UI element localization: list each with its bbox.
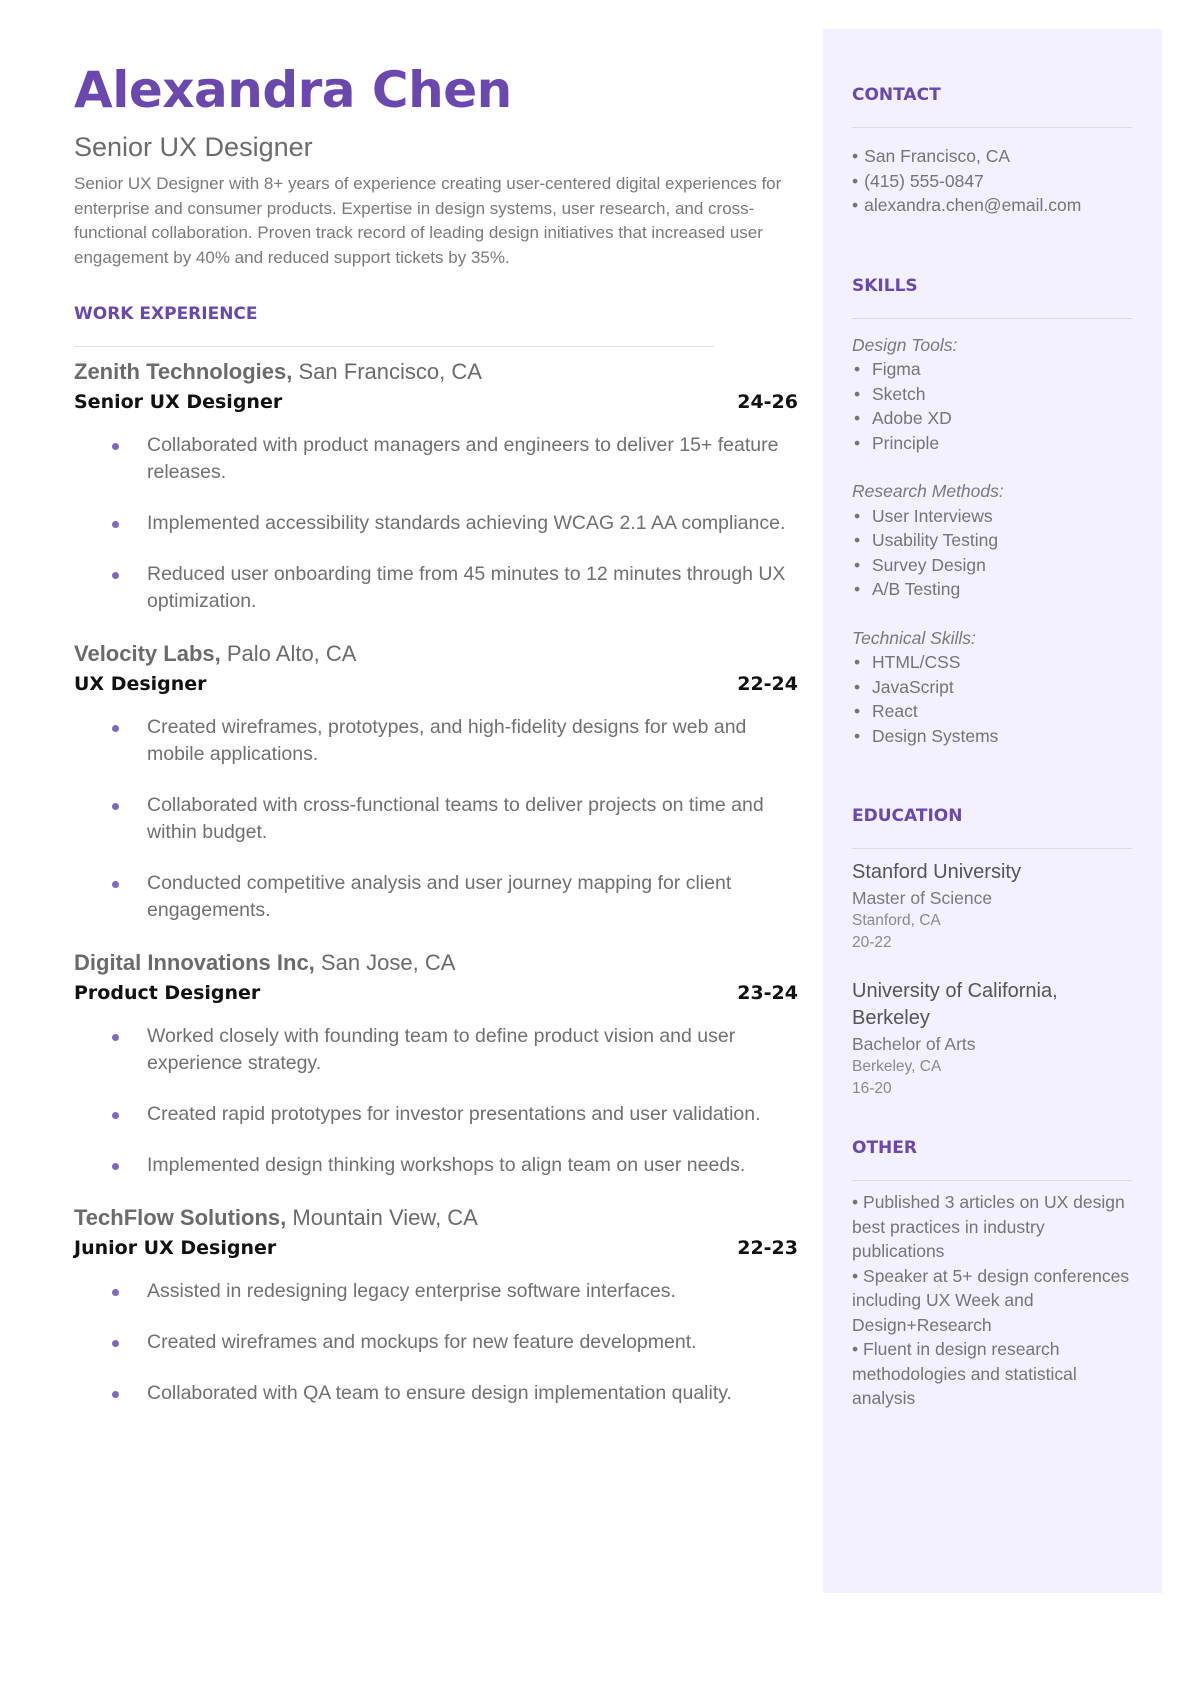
list-item: • Design Systems — [854, 725, 999, 746]
section-divider — [852, 848, 1132, 849]
achievement-list — [74, 1278, 798, 1407]
bullet-dot-icon — [112, 572, 119, 579]
skills-heading: SKILLS — [852, 275, 918, 296]
list-item: Assisted in redesigning legacy enterprise software interfaces. — [74, 1278, 798, 1305]
list-item: • Figma — [854, 359, 921, 379]
education-entry — [852, 978, 1132, 1100]
degree: Master of Science — [852, 888, 993, 908]
list-item: Reduced user onboarding time from 45 minutes to 12 minutes through UX optimization. — [74, 561, 798, 615]
company-location: Palo Alto, CA — [220, 641, 357, 666]
section-divider — [852, 127, 1132, 128]
skill-group — [852, 479, 1132, 602]
job-entry — [74, 639, 798, 924]
list-item: • A/B Testing — [854, 579, 961, 599]
company-location: Mountain View, CA — [286, 1205, 478, 1230]
skill-group — [852, 333, 1132, 456]
bullet-dot-icon — [112, 1034, 119, 1041]
role-dates: 22-24 — [737, 673, 798, 695]
list-item: Worked closely with founding team to define product vision and user experience strategy. — [74, 1023, 798, 1077]
company-location: San Francisco, CA — [292, 359, 482, 384]
company-location: San Jose, CA — [314, 950, 456, 975]
sidebar — [823, 29, 1162, 1593]
list-item: • Adobe XD — [854, 408, 952, 428]
role-dates: 22-23 — [737, 1237, 798, 1259]
job-header — [74, 948, 798, 978]
education-dates: 16-20 — [852, 1080, 892, 1097]
contact-email[interactable]: • alexandra.chen@email.com — [852, 195, 1082, 215]
list-item: • Published 3 articles on UX design best practices in industry publications — [852, 1192, 1125, 1261]
bullet-dot-icon — [112, 803, 119, 810]
role-dates: 24-26 — [737, 391, 798, 413]
job-header — [74, 1203, 798, 1233]
job-entry — [74, 948, 798, 1179]
school-location: Stanford, CA — [852, 912, 941, 929]
school-name: University of California, Berkeley — [852, 980, 1058, 1029]
education-heading: EDUCATION — [852, 806, 963, 826]
list-item: Collaborated with QA team to ensure design implementation quality. — [74, 1380, 798, 1407]
role-title: Product Designer — [74, 982, 261, 1004]
role-line — [74, 670, 798, 698]
candidate-name: Alexandra Chen — [74, 61, 512, 119]
other-list — [852, 1190, 1132, 1411]
job-list — [74, 357, 798, 1407]
list-item: • Principle — [854, 432, 940, 453]
bullet-dot-icon — [112, 725, 119, 732]
degree: Bachelor of Arts — [852, 1034, 976, 1054]
skill-category: Research Methods: — [852, 481, 1004, 501]
skill-list — [852, 357, 1132, 455]
role-dates: 23-24 — [737, 982, 798, 1004]
bullet-dot-icon — [112, 521, 119, 528]
list-item: • Sketch — [854, 383, 926, 404]
list-item: • Speaker at 5+ design conferences including UX Week and Design+Research — [852, 1265, 1130, 1335]
job-entry — [74, 357, 798, 615]
role-title: Junior UX Designer — [74, 1237, 277, 1259]
list-item: Created wireframes and mockups for new feature development. — [74, 1329, 798, 1356]
education-entry — [852, 859, 1132, 954]
contact-list — [852, 144, 1132, 218]
bullet-dot-icon — [112, 881, 119, 888]
job-header — [74, 357, 798, 387]
company-name: TechFlow Solutions, — [74, 1205, 287, 1230]
school-name: Stanford University — [852, 861, 1021, 883]
section-divider — [852, 318, 1132, 319]
main-column — [74, 55, 798, 1431]
list-item: Collaborated with cross-functional teams to deliver projects on time and within budget. — [74, 792, 798, 846]
job-title: Senior UX Designer — [74, 132, 313, 162]
role-line — [74, 388, 798, 416]
work-experience-heading: WORK EXPERIENCE — [74, 304, 258, 324]
contact-heading: CONTACT — [852, 85, 941, 105]
list-item: Created rapid prototypes for investor presentations and user validation. — [74, 1101, 798, 1128]
list-item: • HTML/CSS — [854, 652, 961, 672]
role-title: Senior UX Designer — [74, 391, 283, 413]
skill-list — [852, 504, 1132, 602]
summary: Senior UX Designer with 8+ years of experience creating user-centered digital experiences for enterprise and consumer products. Expertise in design systems, user research, and cross-functional collaboration. Proven track record of leading design initiatives that increased user engagement by 40% and reduced support tickets by 35%. — [74, 174, 782, 267]
achievement-list — [74, 1023, 798, 1179]
skill-category: Technical Skills: — [852, 627, 976, 648]
list-item: • Fluent in design research methodologies and statistical analysis — [852, 1339, 1077, 1408]
bullet-dot-icon — [112, 1289, 119, 1296]
list-item: Implemented design thinking workshops to align team on user needs. — [74, 1152, 798, 1179]
bullet-dot-icon — [112, 1163, 119, 1170]
contact-location: • San Francisco, CA — [852, 146, 1011, 166]
job-entry — [74, 1203, 798, 1407]
contact-phone: • (415) 555-0847 — [852, 170, 984, 191]
role-title: UX Designer — [74, 673, 207, 695]
section-divider — [852, 1180, 1132, 1181]
list-item: Collaborated with product managers and engineers to deliver 15+ feature releases. — [74, 432, 798, 486]
skill-list — [852, 650, 1132, 748]
company-name: Digital Innovations Inc, — [74, 950, 315, 975]
list-item: • React — [854, 701, 918, 721]
bullet-dot-icon — [112, 1391, 119, 1398]
skill-category: Design Tools: — [852, 334, 958, 355]
section-divider — [74, 346, 714, 347]
achievement-list — [74, 432, 798, 615]
sidebar-content — [852, 29, 1132, 1411]
list-item: • Survey Design — [854, 554, 986, 575]
list-item: • User Interviews — [854, 505, 993, 526]
bullet-dot-icon — [112, 1112, 119, 1119]
list-item: Created wireframes, prototypes, and high-fidelity designs for web and mobile applications. — [74, 714, 798, 768]
skill-group — [852, 626, 1132, 749]
list-item: Implemented accessibility standards achieving WCAG 2.1 AA compliance. — [74, 510, 798, 537]
bullet-dot-icon — [112, 1340, 119, 1347]
list-item: Conducted competitive analysis and user journey mapping for client engagements. — [74, 870, 798, 924]
list-item: • Usability Testing — [854, 530, 999, 550]
other-heading: OTHER — [852, 1138, 917, 1158]
list-item: • JavaScript — [854, 676, 954, 697]
education-dates: 20-22 — [852, 934, 892, 951]
role-line — [74, 979, 798, 1007]
company-name: Zenith Technologies, — [74, 359, 293, 384]
company-name: Velocity Labs, — [74, 641, 221, 666]
bullet-dot-icon — [112, 443, 119, 450]
job-header — [74, 639, 798, 669]
school-location: Berkeley, CA — [852, 1058, 942, 1075]
role-line — [74, 1234, 798, 1262]
achievement-list — [74, 714, 798, 924]
